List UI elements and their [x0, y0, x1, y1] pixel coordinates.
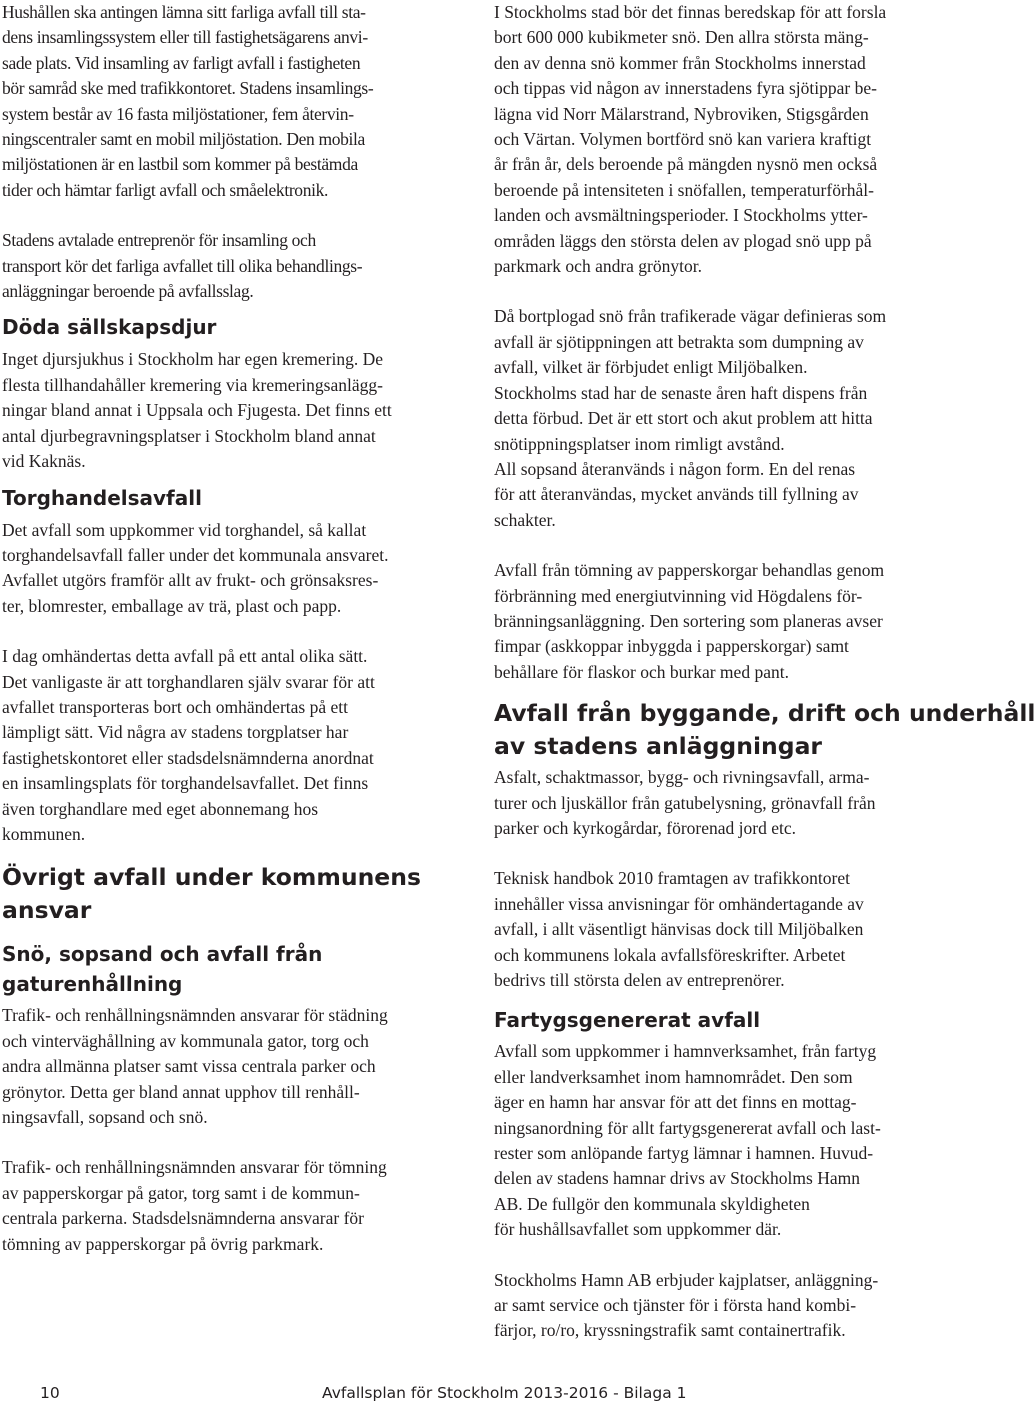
text-line: innehåller vissa anvisningar för omhändertagande av: [494, 893, 864, 914]
heading-doda-sallskapsdjur: Döda sällskapsdjur: [2, 315, 217, 340]
heading-line: av stadens anläggningar: [494, 732, 823, 761]
text-line: Avfallet utgörs framför allt av frukt- och grönsaksres-: [2, 570, 379, 591]
paragraph-torghandel-2: [2, 644, 464, 847]
heading-line: Avfall från byggande, drift och underhåll: [494, 699, 1035, 728]
paragraph-entreprenor: [2, 228, 464, 304]
text-line: färjor, ro/ro, kryssningstrafik samt containertrafik.: [494, 1320, 846, 1341]
text-line: och vinterväghållning av kommunala gator, torg och: [2, 1030, 369, 1051]
paragraph-tomning-papperskorgar: [494, 558, 956, 685]
text-line: år från år, dels beroende på mängden nysnö men också: [494, 154, 878, 175]
paragraph-sno-beredskap: [494, 0, 956, 279]
text-line: vid Kaknäs.: [2, 451, 86, 472]
text-line: lämpligt sätt. Vid några av stadens torgplatser har: [2, 722, 349, 743]
text-line: kommunen.: [2, 823, 86, 844]
text-line: miljöstationen är en lastbil som kommer på bestämda: [2, 154, 358, 175]
text-line: bör samråd ske med trafikkontoret. Stadens insamlings-: [2, 78, 374, 99]
text-line: den av denna snö kommer från Stockholms innerstad: [494, 52, 866, 73]
text-line: dens insamlingssystem eller till fastighetsägarens anvi-: [2, 27, 368, 48]
page-footer: [0, 1384, 960, 1408]
text-line: och tippas vid någon av innerstadens fyra sjötippar be-: [494, 78, 877, 99]
text-line: system består av 16 fasta miljöstationer, fem återvin-: [2, 103, 354, 124]
text-line: Avfall som uppkommer i hamnverksamhet, från fartyg: [494, 1041, 877, 1062]
paragraph-hushallen: [2, 0, 464, 203]
heading-line: gaturenhållning: [2, 972, 183, 997]
text-line: sade plats. Vid insamling av farligt avfall i fastigheten: [2, 52, 361, 73]
text-line: för hushållsavfallet som uppkommer där.: [494, 1219, 782, 1240]
heading-byggande-drift: [494, 697, 1035, 763]
text-line: flesta tillhandahåller kremering via kremeringsanlägg-: [2, 374, 383, 395]
text-line: bort 600 000 kubikmeter snö. Den allra största mäng-: [494, 27, 869, 48]
paragraph-teknisk-handbok: [494, 866, 956, 993]
text-line: eller landverksamhet inom hamnområdet. Den som: [494, 1066, 853, 1087]
text-line: förbränning med energiutvinning vid Högdalens för-: [494, 585, 863, 606]
text-line: avfallet transporteras bort och omhändertas på ett: [2, 696, 348, 717]
text-line: och kommunens lokala avfallsföreskrifter. Arbetet: [494, 944, 846, 965]
paragraph-torghandel-1: [2, 518, 464, 620]
text-line: äger en hamn har ansvar för att det finns en mottag-: [494, 1092, 857, 1113]
text-line: avfall är sjötippningen att betrakta som dumpning av: [494, 331, 864, 352]
text-line: ar samt service och tjänster för i första hand kombi-: [494, 1295, 857, 1316]
text-line: områden läggs den största delen av plogad snö upp på: [494, 230, 872, 251]
text-line: transport kör det farliga avfallet till olika behandlings-: [2, 255, 363, 276]
text-line: parkmark och andra grönytor.: [494, 256, 702, 277]
text-line: Då bortplogad snö från trafikerade vägar definieras som: [494, 306, 887, 327]
text-line: torghandelsavfall faller under det kommunala ansvaret.: [2, 544, 389, 565]
text-line: ningscentraler samt en mobil miljöstation. Den mobila: [2, 129, 365, 150]
text-line: Stockholms Hamn AB erbjuder kajplatser, anläggning-: [494, 1269, 879, 1290]
text-line: anläggningar beroende på avfallsslag.: [2, 281, 254, 302]
text-line: parker och kyrkogårdar, förorenad jord etc.: [494, 817, 797, 838]
text-line: tider och hämtar farligt avfall och småelektronik.: [2, 179, 329, 200]
text-line: Det vanligaste är att torghandlaren själv svarar för att: [2, 671, 375, 692]
text-line: Stadens avtalade entreprenör för insamling och: [2, 230, 316, 251]
heading-line: Övrigt avfall under kommunens: [2, 863, 421, 892]
heading-fartygsgenererat: Fartygsgenererat avfall: [494, 1008, 761, 1033]
text-line: Teknisk handbok 2010 framtagen av trafikkontoret: [494, 868, 850, 889]
text-line: Hushållen ska antingen lämna sitt farliga avfall till sta-: [2, 2, 366, 22]
text-line: I dag omhändertas detta avfall på ett antal olika sätt.: [2, 646, 368, 667]
paragraph-stadning: [2, 1003, 464, 1130]
text-line: AB. De fullgör den kommunala skyldigheten: [494, 1193, 810, 1214]
heading-sno-sopsand: [2, 939, 464, 999]
text-line: av papperskorgar på gator, torg samt i de kommun-: [2, 1182, 360, 1203]
text-line: detta förbud. Det är ett stort och akut problem att hitta: [494, 408, 873, 429]
text-line: Stockholms stad har de senaste åren haft dispens från: [494, 382, 868, 403]
paragraph-hamnverksamhet: [494, 1039, 956, 1242]
text-line: delen av stadens hamnar drivs av Stockholms Hamn: [494, 1168, 860, 1189]
text-line: ter, blomrester, emballage av trä, plast och papp.: [2, 595, 342, 616]
text-line: behållare för flaskor och burkar med pant.: [494, 661, 789, 682]
heading-torghandelsavfall: Torghandelsavfall: [2, 485, 202, 510]
text-line: lägna vid Norr Mälarstrand, Nybroviken, Stigsgården: [494, 103, 869, 124]
text-line: bedrivs till största delen av entreprenörer.: [494, 970, 785, 990]
text-line: grönytor. Detta ger bland annat upphov till renhåll-: [2, 1081, 360, 1102]
text-line: Inget djursjukhus i Stockholm har egen kremering. De: [2, 349, 384, 370]
paragraph-doda-sallskapsdjur: [2, 347, 464, 474]
left-column: [2, 0, 464, 1257]
text-line: en insamlingsplats för torghandelsavfallet. Det finns: [2, 773, 369, 794]
paragraph-dumpning: [494, 304, 956, 533]
text-line: avfall, vilket är förbjudet enligt Miljöbalken.: [494, 357, 808, 378]
text-line: även torghandlare med eget abonnemang hos: [2, 798, 319, 819]
text-line: Trafik- och renhållningsnämnden ansvarar för tömning: [2, 1157, 387, 1178]
text-line: ningsavfall, sopsand och snö.: [2, 1107, 208, 1127]
right-column: [494, 0, 1035, 1344]
text-line: turer och ljuskällor från gatubelysning, grönavfall från: [494, 792, 876, 813]
paragraph-stockholms-hamn: [494, 1268, 956, 1344]
text-line: ningsanordning för allt fartygsgenererat avfall och last-: [494, 1117, 881, 1138]
paragraph-papperskorgar: [2, 1155, 464, 1257]
page-number: 10: [40, 1384, 60, 1402]
text-line: Trafik- och renhållningsnämnden ansvarar för städning: [2, 1005, 388, 1026]
text-line: för att återanvändas, mycket används till fyllning av: [494, 484, 859, 505]
paragraph-asfalt: [494, 765, 956, 841]
heading-line: ansvar: [2, 896, 92, 925]
text-line: fastighetskontoret eller stadsdelsnämnderna anordnat: [2, 747, 374, 768]
text-line: landen och avsmältningsperioder. I Stockholms ytter-: [494, 205, 868, 226]
text-line: centrala parkerna. Stadsdelsnämnderna ansvarar för: [2, 1208, 364, 1229]
text-line: andra allmänna platser samt vissa centrala parker och: [2, 1056, 376, 1077]
footer-document-title: Avfallsplan för Stockholm 2013-2016 - Bilaga 1: [322, 1384, 687, 1402]
text-line: I Stockholms stad bör det finnas beredskap för att forsla: [494, 2, 887, 22]
text-line: avfall, i allt väsentligt hänvisas dock till Miljöbalken: [494, 919, 864, 940]
text-line: och Värtan. Volymen bortförd snö kan variera kraftigt: [494, 129, 872, 150]
text-line: rester som anlöpande fartyg lämnar i hamnen. Huvud-: [494, 1143, 874, 1164]
text-line: fimpar (askkoppar inbyggda i papperskorgar) samt: [494, 636, 849, 657]
text-line: All sopsand återanvänds i någon form. En del renas: [494, 458, 856, 479]
heading-ovrigt-avfall: [2, 861, 464, 927]
text-line: tömning av papperskorgar på övrig parkmark.: [2, 1233, 324, 1254]
text-line: snötippningsplatser inom rimligt avstånd.: [494, 433, 785, 454]
text-line: schakter.: [494, 509, 556, 530]
text-line: antal djurbegravningsplatser i Stockholm bland annat: [2, 425, 376, 446]
text-line: Asfalt, schaktmassor, bygg- och rivningsavfall, arma-: [494, 767, 870, 788]
text-line: ningar bland annat i Uppsala och Fjugesta. Det finns ett: [2, 400, 392, 421]
text-line: Det avfall som uppkommer vid torghandel, så kallat: [2, 519, 367, 540]
text-line: Avfall från tömning av papperskorgar behandlas genom: [494, 560, 885, 581]
text-line: beroende på intensiteten i snöfallen, temperaturförhål-: [494, 179, 874, 200]
text-line: bränningsanläggning. Den sortering som planeras avser: [494, 610, 883, 631]
heading-line: Snö, sopsand och avfall från: [2, 942, 323, 967]
